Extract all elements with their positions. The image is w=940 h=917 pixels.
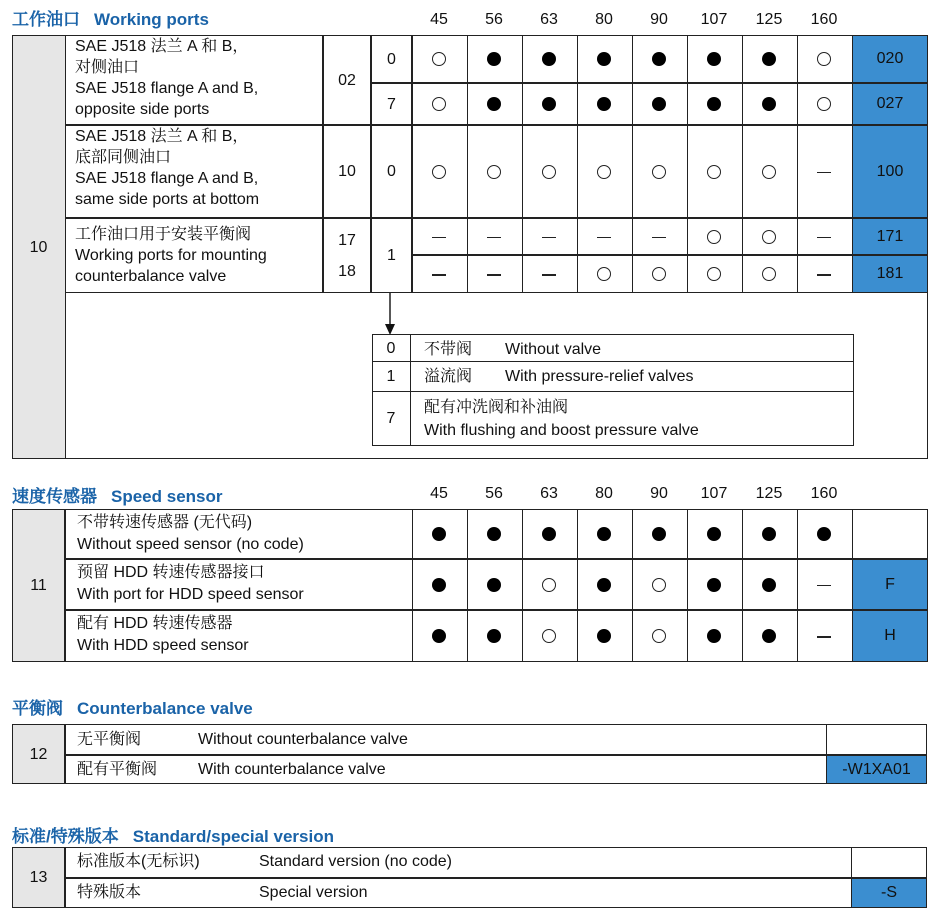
title-en: Working ports xyxy=(94,10,209,29)
size-header: 125 xyxy=(755,11,783,28)
section-title-speed-sensor xyxy=(12,482,223,507)
desc-row2: SAE J518 法兰 A 和 B， 底部同侧油口 SAE J518 flange A and B, same side ports at bottom xyxy=(75,128,260,208)
legend-cn: 溢流阀 xyxy=(424,368,473,385)
option-cn: 无平衡阀 xyxy=(77,731,142,748)
section-title-counterbalance xyxy=(12,694,253,719)
port-code: 10 xyxy=(338,163,356,180)
filled-circle-icon xyxy=(707,578,721,592)
empty-circle-icon xyxy=(542,578,556,592)
title-cn: 速度传感器 xyxy=(12,487,97,506)
legend-code: 7 xyxy=(386,410,396,427)
empty-circle-icon xyxy=(762,165,776,179)
filled-circle-icon xyxy=(432,578,446,592)
option-en: Without counterbalance valve xyxy=(198,731,408,748)
filled-circle-icon xyxy=(762,52,776,66)
dash-icon xyxy=(817,237,831,239)
dash-icon xyxy=(432,274,446,276)
filled-circle-icon xyxy=(542,97,556,111)
dash-icon xyxy=(817,585,831,587)
filled-circle-icon xyxy=(487,629,501,643)
filled-circle-icon xyxy=(597,578,611,592)
filled-circle-icon xyxy=(762,629,776,643)
dash-icon xyxy=(487,237,501,239)
dash-icon xyxy=(542,274,556,276)
option-code: 181 xyxy=(876,265,904,282)
variant-code: 7 xyxy=(387,95,396,113)
variant-code: 0 xyxy=(387,163,396,180)
empty-circle-icon xyxy=(817,97,831,111)
legend-code: 0 xyxy=(386,340,396,357)
empty-circle-icon xyxy=(762,267,776,281)
size-header: 56 xyxy=(485,11,503,28)
desc-row3: 工作油口用于安装平衡阀 Working ports for mounting counterbalance valve xyxy=(75,226,267,285)
size-header: 160 xyxy=(810,11,838,28)
title-cn: 工作油口 xyxy=(12,10,80,29)
filled-circle-icon xyxy=(597,527,611,541)
result-cell xyxy=(826,724,927,755)
option-en: With HDD speed sensor xyxy=(77,637,249,654)
size-header: 63 xyxy=(540,11,558,28)
option-code: 027 xyxy=(876,95,904,112)
filled-circle-icon xyxy=(707,527,721,541)
empty-circle-icon xyxy=(652,267,666,281)
option-code: -S xyxy=(881,884,897,901)
legend-en: With flushing and boost pressure valve xyxy=(424,422,699,439)
filled-circle-icon xyxy=(652,527,666,541)
filled-circle-icon xyxy=(762,578,776,592)
filled-circle-icon xyxy=(542,527,556,541)
option-code: 100 xyxy=(876,162,904,180)
size-header: 80 xyxy=(595,485,613,502)
legend-cn: 配有冲洗阀和补油阀 xyxy=(424,399,569,416)
option-cn: 配有平衡阀 xyxy=(77,761,158,778)
variant-code: 1 xyxy=(371,218,412,293)
empty-circle-icon xyxy=(817,52,831,66)
size-header: 45 xyxy=(430,11,448,28)
empty-circle-icon xyxy=(432,52,446,66)
option-cn: 配有 HDD 转速传感器 xyxy=(77,615,233,632)
filled-circle-icon xyxy=(487,97,501,111)
empty-circle-icon xyxy=(652,629,666,643)
option-en: Standard version (no code) xyxy=(259,853,452,870)
option-cn: 特殊版本 xyxy=(77,884,142,901)
option-cn: 标准版本(无标识) xyxy=(77,853,200,870)
legend-code: 1 xyxy=(386,368,396,385)
empty-circle-icon xyxy=(597,267,611,281)
section-title-working-ports xyxy=(12,5,209,30)
size-header: 63 xyxy=(540,485,558,502)
result-cell xyxy=(851,847,927,878)
filled-circle-icon xyxy=(707,97,721,111)
empty-circle-icon xyxy=(542,165,556,179)
filled-circle-icon xyxy=(707,629,721,643)
section-number: 11 xyxy=(30,577,47,594)
arrow-down-icon xyxy=(380,292,400,336)
port-code: 18 xyxy=(338,263,356,280)
filled-circle-icon xyxy=(542,52,556,66)
option-row xyxy=(65,878,852,908)
empty-circle-icon xyxy=(432,165,446,179)
empty-circle-icon xyxy=(652,165,666,179)
filled-circle-icon xyxy=(762,97,776,111)
dash-icon xyxy=(542,237,556,239)
filled-circle-icon xyxy=(432,527,446,541)
port-code: 17 xyxy=(338,232,356,249)
desc-row1: SAE J518 法兰 A 和 B， 对侧油口 SAE J518 flange A and B, opposite side ports xyxy=(75,38,259,118)
size-header: 107 xyxy=(700,11,728,28)
empty-circle-icon xyxy=(707,267,721,281)
option-row xyxy=(65,755,827,784)
option-code: 171 xyxy=(876,227,904,245)
filled-circle-icon xyxy=(487,578,501,592)
filled-circle-icon xyxy=(652,52,666,66)
option-code: -W1XA01 xyxy=(842,760,911,778)
dash-icon xyxy=(487,274,501,276)
title-en: Speed sensor xyxy=(111,487,223,506)
legend-cn: 不带阀 xyxy=(424,341,473,358)
size-header: 160 xyxy=(810,485,838,502)
option-en: Special version xyxy=(259,884,368,901)
option-en: With counterbalance valve xyxy=(198,761,386,778)
filled-circle-icon xyxy=(432,629,446,643)
size-header: 80 xyxy=(595,11,613,28)
option-en: Without speed sensor (no code) xyxy=(77,536,304,553)
option-row xyxy=(65,724,827,755)
size-header: 90 xyxy=(650,11,668,28)
port-code: 02 xyxy=(338,71,356,89)
section-number: 12 xyxy=(29,745,48,763)
size-header: 125 xyxy=(755,485,783,502)
title-cn: 标准/特殊版本 xyxy=(12,827,119,846)
title-en: Standard/special version xyxy=(132,827,334,846)
section-number: 13 xyxy=(29,869,48,886)
dash-icon xyxy=(432,237,446,239)
section-number: 10 xyxy=(29,238,48,256)
size-header: 90 xyxy=(650,485,668,502)
option-code xyxy=(852,509,928,559)
filled-circle-icon xyxy=(597,629,611,643)
filled-circle-icon xyxy=(762,527,776,541)
filled-circle-icon xyxy=(707,52,721,66)
empty-circle-icon xyxy=(597,165,611,179)
dash-icon xyxy=(817,172,831,174)
filled-circle-icon xyxy=(597,52,611,66)
filled-circle-icon xyxy=(487,527,501,541)
size-header: 56 xyxy=(485,485,503,502)
legend-divider xyxy=(372,391,854,392)
empty-circle-icon xyxy=(432,97,446,111)
empty-circle-icon xyxy=(707,230,721,244)
variant-code: 0 xyxy=(387,50,396,68)
dash-icon xyxy=(817,274,831,276)
legend-divider xyxy=(372,361,854,362)
option-code: H xyxy=(884,627,896,644)
option-code: F xyxy=(885,575,895,593)
section-title-version xyxy=(12,822,334,847)
option-cn: 预留 HDD 转速传感器接口 xyxy=(77,564,265,581)
empty-circle-icon xyxy=(707,165,721,179)
dash-icon xyxy=(597,237,611,239)
legend-en: With pressure-relief valves xyxy=(505,368,694,385)
filled-circle-icon xyxy=(652,97,666,111)
size-header: 45 xyxy=(430,485,448,502)
title-en: Counterbalance valve xyxy=(77,699,253,718)
legend-en: Without valve xyxy=(505,341,602,358)
filled-circle-icon xyxy=(817,527,831,541)
legend-divider xyxy=(410,334,411,446)
filled-circle-icon xyxy=(597,97,611,111)
dash-icon xyxy=(652,237,666,239)
option-code: 020 xyxy=(876,50,904,67)
filled-circle-icon xyxy=(487,52,501,66)
empty-circle-icon xyxy=(762,230,776,244)
dash-icon xyxy=(817,636,831,638)
empty-circle-icon xyxy=(652,578,666,592)
size-header: 107 xyxy=(700,485,728,502)
option-en: With port for HDD speed sensor xyxy=(77,586,304,603)
empty-circle-icon xyxy=(487,165,501,179)
title-cn: 平衡阀 xyxy=(12,699,63,718)
option-cn: 不带转速传感器 (无代码) xyxy=(77,514,253,531)
empty-circle-icon xyxy=(542,629,556,643)
